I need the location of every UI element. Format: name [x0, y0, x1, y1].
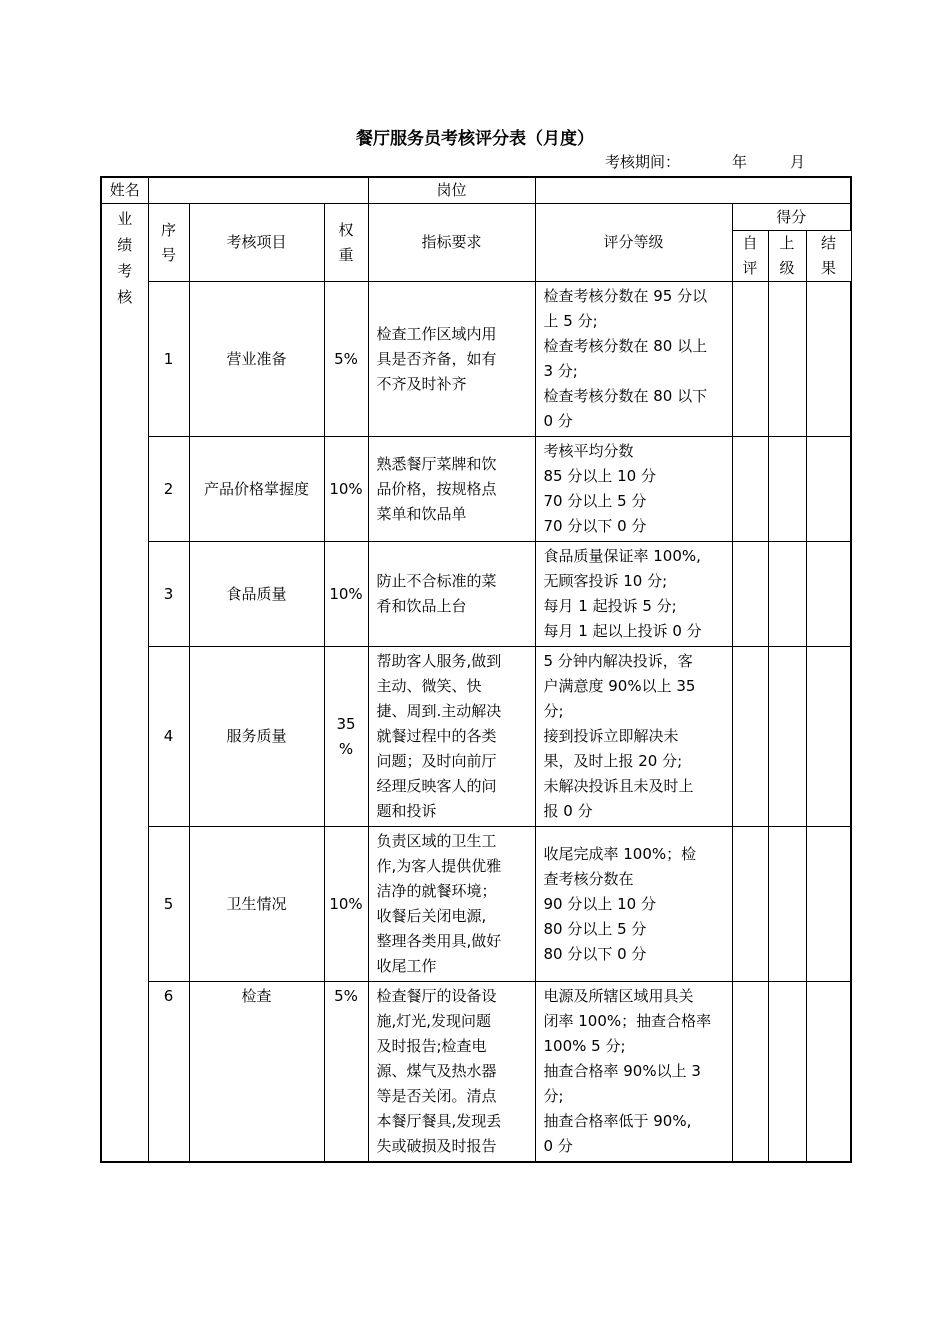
table-row [101, 437, 851, 542]
col-result-header: 结 果 [806, 231, 851, 282]
row-seq: 3 [148, 542, 189, 647]
col-grading-header: 评分等级 [535, 204, 732, 282]
self-score-cell[interactable] [732, 647, 768, 827]
col-item-header: 考核项目 [189, 204, 324, 282]
row-item: 检查 [189, 982, 324, 1163]
row-item: 服务质量 [189, 647, 324, 827]
col-score-header: 得分 [732, 204, 851, 231]
period-year-label: 年 [732, 153, 748, 171]
period-month-label: 月 [790, 153, 806, 171]
row-seq: 6 [148, 982, 189, 1163]
row-seq: 5 [148, 827, 189, 982]
row-weight: 10% [324, 542, 368, 647]
row-requirement: 防止不合标准的菜 肴和饮品上台 [368, 542, 535, 647]
evaluation-table [100, 176, 852, 1163]
col-requirement-header: 指标要求 [368, 204, 535, 282]
result-score-cell[interactable] [806, 982, 851, 1163]
col-self-header: 自 评 [732, 231, 768, 282]
table-row [101, 647, 851, 827]
superior-score-cell[interactable] [768, 647, 806, 827]
row-grading: 考核平均分数 85 分以上 10 分 70 分以上 5 分 70 分以下 0 分 [535, 437, 732, 542]
row-grading: 收尾完成率 100%；检 查考核分数在 90 分以上 10 分 80 分以上 5 分 80 分以下 0 分 [535, 827, 732, 982]
col-superior-header: 上 级 [768, 231, 806, 282]
self-score-cell[interactable] [732, 542, 768, 647]
superior-score-cell[interactable] [768, 827, 806, 982]
superior-score-cell[interactable] [768, 282, 806, 437]
col-weight-header: 权 重 [324, 204, 368, 282]
superior-score-cell[interactable] [768, 437, 806, 542]
row-requirement: 负责区域的卫生工 作,为客人提供优雅 洁净的就餐环境； 收餐后关闭电源, 整理各类用具,做好 收尾工作 [368, 827, 535, 982]
superior-score-cell[interactable] [768, 982, 806, 1163]
row-weight: 35 % [324, 647, 368, 827]
row-item: 卫生情况 [189, 827, 324, 982]
self-score-cell[interactable] [732, 982, 768, 1163]
result-score-cell[interactable] [806, 827, 851, 982]
section-label: 业 绩 考 核 [101, 204, 148, 1163]
row-weight: 5% [324, 282, 368, 437]
row-seq: 1 [148, 282, 189, 437]
position-value-cell[interactable] [535, 177, 851, 204]
row-item: 营业准备 [189, 282, 324, 437]
result-score-cell[interactable] [806, 647, 851, 827]
row-grading: 检查考核分数在 95 分以 上 5 分; 检查考核分数在 80 以上 3 分; 检查考核分数在 80 以下 0 分 [535, 282, 732, 437]
row-weight: 5% [324, 982, 368, 1163]
row-requirement: 检查工作区域内用 具是否齐备，如有 不齐及时补齐 [368, 282, 535, 437]
row-seq: 4 [148, 647, 189, 827]
form-title: 餐厅服务员考核评分表（月度） [356, 129, 594, 149]
name-value-cell[interactable] [148, 177, 368, 204]
row-item: 食品质量 [189, 542, 324, 647]
row-requirement: 检查餐厅的设备设 施,灯光,发现问题 及时报告;检查电 源、煤气及热水器 等是否关闭。清点 本餐厅餐具,发现丢 失或破损及时报告 [368, 982, 535, 1163]
row-seq: 2 [148, 437, 189, 542]
table-row [101, 542, 851, 647]
table-row [101, 282, 851, 437]
row-grading: 电源及所辖区域用具关 闭率 100%；抽查合格率 100% 5 分; 抽查合格率 90%以上 3 分; 抽查合格率低于 90%, 0 分 [535, 982, 732, 1163]
period-label: 考核期间： [605, 153, 681, 171]
result-score-cell[interactable] [806, 542, 851, 647]
self-score-cell[interactable] [732, 282, 768, 437]
row-requirement: 帮助客人服务,做到 主动、微笑、快 捷、周到.主动解决 就餐过程中的各类 问题；及时向前厅 经理反映客人的问 题和投诉 [368, 647, 535, 827]
col-seq-header: 序 号 [148, 204, 189, 282]
row-item: 产品价格掌握度 [189, 437, 324, 542]
self-score-cell[interactable] [732, 827, 768, 982]
superior-score-cell[interactable] [768, 542, 806, 647]
row-grading: 5 分钟内解决投诉，客 户满意度 90%以上 35 分; 接到投诉立即解决未 果，及时上报 20 分; 未解决投诉且未及时上 报 0 分 [535, 647, 732, 827]
row-weight: 10% [324, 827, 368, 982]
row-requirement: 熟悉餐厅菜牌和饮 品价格，按规格点 菜单和饮品单 [368, 437, 535, 542]
position-label: 岗位 [368, 177, 535, 204]
row-grading: 食品质量保证率 100%, 无顾客投诉 10 分; 每月 1 起投诉 5 分; 每月 1 起以上投诉 0 分 [535, 542, 732, 647]
self-score-cell[interactable] [732, 437, 768, 542]
assessment-period [605, 151, 825, 173]
row-weight: 10% [324, 437, 368, 542]
table-row [101, 827, 851, 982]
result-score-cell[interactable] [806, 282, 851, 437]
result-score-cell[interactable] [806, 437, 851, 542]
table-row [101, 982, 851, 1163]
name-label: 姓名 [101, 177, 148, 204]
